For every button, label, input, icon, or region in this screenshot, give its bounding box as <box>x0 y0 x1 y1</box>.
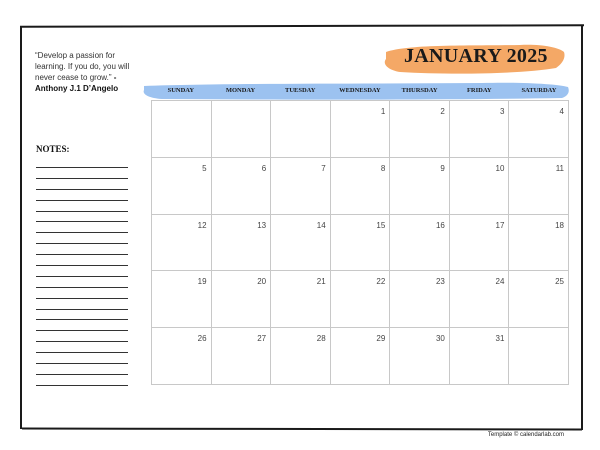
calendar-grid <box>151 100 569 385</box>
day-cell <box>390 328 450 385</box>
day-cell <box>390 158 450 215</box>
day-number: 9 <box>440 163 445 173</box>
note-line <box>36 385 128 386</box>
weekday-headers <box>151 86 569 96</box>
day-number: 27 <box>257 334 267 344</box>
day-number: 7 <box>321 163 326 173</box>
day-cell <box>271 158 331 215</box>
day-cell <box>331 158 391 215</box>
day-number: 2 <box>440 107 445 116</box>
note-line <box>36 298 128 299</box>
day-number: 26 <box>197 334 207 344</box>
day-number: 4 <box>559 107 564 116</box>
day-cell <box>212 101 272 158</box>
day-number: 5 <box>202 163 207 173</box>
day-number: 3 <box>499 107 505 116</box>
note-line <box>36 167 128 168</box>
day-cell <box>509 215 569 272</box>
weekday-header: THURSDAY <box>401 87 438 94</box>
day-number: 29 <box>376 334 386 344</box>
month-title: JANUARY 2025 <box>404 45 548 67</box>
day-number: 10 <box>495 163 505 173</box>
day-number: 8 <box>380 163 386 173</box>
note-line <box>36 363 128 364</box>
frame-right-border <box>581 25 583 430</box>
day-number: 6 <box>261 163 267 173</box>
quote-block <box>35 50 135 94</box>
day-number: 25 <box>555 277 564 287</box>
day-cell <box>450 215 510 272</box>
day-cell <box>331 271 391 328</box>
quote-text: “Develop a passion for learning. If you do, you will never cease to grow.” <box>35 51 130 82</box>
weekday-header: TUESDAY <box>284 87 316 94</box>
frame-bottom-border <box>22 428 582 431</box>
note-line <box>36 189 128 190</box>
footer-credit: Template © calendarlab.com <box>487 432 564 438</box>
day-cell <box>212 158 272 215</box>
day-number: 11 <box>555 163 564 173</box>
frame-top-border <box>20 24 584 27</box>
day-cell <box>271 328 331 385</box>
day-cell <box>212 215 272 272</box>
note-line <box>36 178 128 179</box>
day-number: 17 <box>495 220 505 230</box>
day-number: 13 <box>257 220 267 230</box>
day-cell <box>152 215 212 272</box>
day-number: 14 <box>316 220 326 230</box>
day-number: 22 <box>376 277 386 287</box>
day-number: 12 <box>197 220 207 230</box>
day-number: 23 <box>435 277 445 287</box>
day-cell <box>450 328 510 385</box>
day-cell <box>390 215 450 272</box>
day-cell <box>271 271 331 328</box>
weekday-header: MONDAY <box>225 87 256 94</box>
day-cell <box>390 101 450 158</box>
notes-title: NOTES: <box>36 144 70 154</box>
weekday-header: WEDNESDAY <box>339 87 381 94</box>
day-cell <box>509 101 569 158</box>
day-cell <box>152 271 212 328</box>
day-cell <box>152 158 212 215</box>
day-cell <box>152 101 212 158</box>
day-cell <box>509 158 569 215</box>
day-cell <box>212 328 272 385</box>
note-line <box>36 211 128 212</box>
weekday-header: SATURDAY <box>521 87 557 94</box>
weekday-header: SUNDAY <box>167 87 195 94</box>
day-cell <box>212 271 272 328</box>
day-number: 1 <box>380 107 386 116</box>
note-line <box>36 330 128 331</box>
day-cell <box>450 101 510 158</box>
note-line <box>36 221 128 222</box>
note-line <box>36 265 128 266</box>
notes-lines <box>36 167 128 396</box>
note-line <box>36 243 128 244</box>
day-cell <box>390 271 450 328</box>
note-line <box>36 232 128 233</box>
day-cell <box>331 328 391 385</box>
day-number: 15 <box>376 220 386 230</box>
note-line <box>36 200 128 201</box>
note-line <box>36 287 128 288</box>
note-line <box>36 309 128 310</box>
note-line <box>36 352 128 353</box>
note-line <box>36 254 128 255</box>
day-cell <box>271 101 331 158</box>
day-number: 16 <box>435 220 445 230</box>
day-cell <box>450 271 510 328</box>
day-cell <box>509 271 569 328</box>
day-cell <box>331 215 391 272</box>
day-number: 19 <box>197 277 207 287</box>
day-cell <box>271 215 331 272</box>
note-line <box>36 341 128 342</box>
weekday-header: FRIDAY <box>466 87 492 94</box>
note-line <box>36 276 128 277</box>
day-number: 21 <box>316 277 326 287</box>
note-line <box>36 374 128 375</box>
day-cell <box>331 101 391 158</box>
day-cell <box>509 328 569 385</box>
day-number: 20 <box>257 277 267 287</box>
day-number: 18 <box>555 220 564 230</box>
day-number: 30 <box>435 334 445 344</box>
frame-left-border <box>20 26 22 429</box>
day-cell <box>450 158 510 215</box>
quote-author: -Anthony J.1 D’Angelo <box>35 73 119 93</box>
day-cell <box>152 328 212 385</box>
day-number: 31 <box>495 334 505 344</box>
day-number: 28 <box>316 334 326 344</box>
note-line <box>36 319 128 320</box>
day-number: 24 <box>495 277 505 287</box>
